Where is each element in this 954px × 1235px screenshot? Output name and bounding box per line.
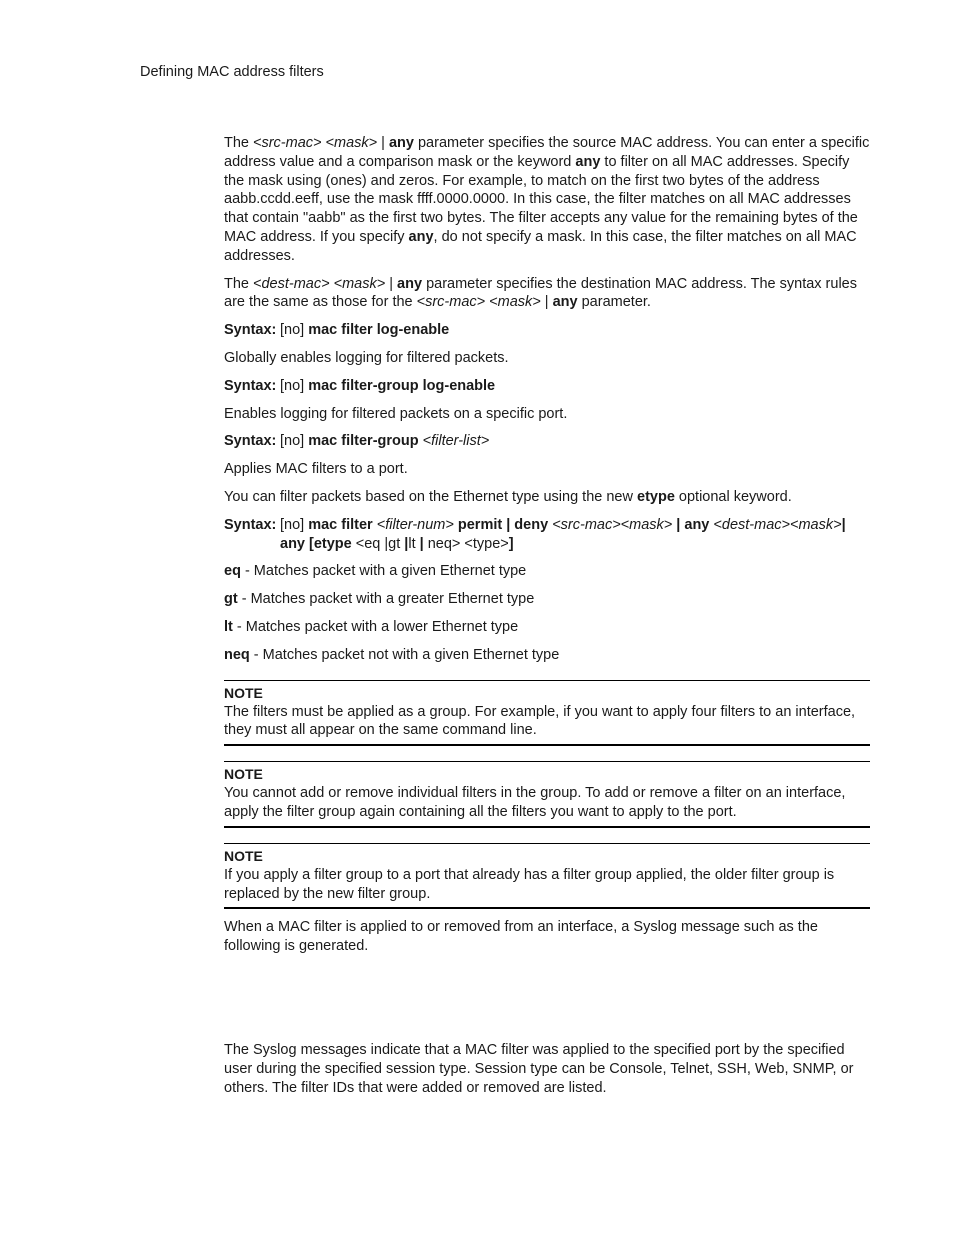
note-title: NOTE [224, 847, 263, 864]
src-mac-arg: <src-mac> [416, 294, 486, 311]
permit-deny-keyword: permit | deny [457, 516, 549, 533]
filter-num-arg: <filter-num> [376, 516, 454, 533]
syntax-body [280, 432, 870, 451]
syntax-log-enable [224, 321, 870, 340]
text: lt [408, 535, 420, 552]
any-keyword: any [575, 153, 601, 170]
note-box [224, 843, 870, 910]
blank-space [224, 965, 870, 1041]
mask-arg: <mask> [489, 294, 541, 311]
src-mac-arg: <src-mac> [253, 135, 322, 151]
note-title: NOTE [224, 766, 263, 783]
syslog-explanation: The Syslog messages indicate that a MAC filter was applied to the specified port by the specified user during the specified session type. Session type can be Console, Telnet, SSH, Web, SNMP, or others. The filter IDs that were added or removed are listed. [224, 1041, 854, 1096]
dest-mac-paragraph [224, 275, 870, 313]
text: You can filter packets based on the Ethernet type using the new [224, 488, 637, 505]
text: [no] [280, 433, 309, 450]
any-keyword: any [408, 228, 434, 245]
etype-keyword: etype [637, 488, 675, 505]
note-text: You cannot add or remove individual filters in the group. To add or remove a filter on an interface, apply the filter group again containing all the filters you want to apply to the port. [224, 785, 846, 820]
command: mac filter-group log-enable [308, 377, 496, 394]
pipe-symbol: | [841, 516, 846, 533]
syntax-label: Syntax: [224, 516, 277, 533]
command: mac filter-group [308, 433, 419, 450]
text: | [540, 294, 553, 311]
src-mac-arg: <src-mac><mask> [552, 516, 673, 533]
running-header: Defining MAC address filters [140, 64, 324, 80]
syntax-body [280, 516, 870, 554]
note-text: If you apply a filter group to a port that already has a filter group applied, the older filter group is replaced by the new filter group. [224, 866, 835, 902]
mask-arg: <mask> [325, 135, 378, 151]
etype-lt [224, 618, 870, 637]
text: parameter specifies the destination MAC address. The syntax rules are the same as those for the [224, 275, 857, 311]
etype-intro [224, 488, 870, 507]
page-content [224, 134, 870, 1106]
syntax-mac-filter-etype [224, 516, 870, 554]
text: [no] [280, 377, 309, 394]
any-keyword: | any [676, 516, 710, 533]
any-keyword: any [397, 275, 423, 292]
etype-op: neq [224, 646, 250, 663]
text: parameter specifies the source MAC address. You can enter a specific address value and a comparison mask or the keyword [224, 135, 870, 170]
text: The [224, 275, 254, 292]
syntax-group-log-enable [224, 377, 870, 396]
syslog-intro: When a MAC filter is applied to or removed from an interface, a Syslog message such as the following is generated. [224, 919, 818, 955]
text: <eq |gt [351, 535, 405, 552]
text: to filter on all MAC addresses. Specify the mask using (ones) and zeros. For example, to match on the first two bytes of the address aabb.ccdd.eeff, use the mask ffff.0000.0000. In this case, the filter matches on all MAC addresses that contain "aabb" as the first two bytes. The filter accepts any value for the remaining bytes of the MAC address. If you specify [224, 153, 858, 245]
command: mac filter log-enable [308, 322, 450, 339]
etype-op: lt [224, 618, 233, 635]
text: parameter. [577, 294, 651, 311]
note-title: NOTE [224, 684, 263, 701]
note-text: The filters must be applied as a group. For example, if you want to apply four filters to an interface, they must all appear on the same command line. [224, 703, 856, 739]
description: Applies MAC filters to a port. [224, 461, 408, 478]
filter-list-arg: <filter-list> [422, 433, 490, 450]
text: - Matches packet with a lower Ethernet type [232, 618, 519, 635]
note-box [224, 680, 870, 747]
etype-op: eq [224, 563, 241, 580]
any-keyword: any [552, 294, 578, 311]
mask-arg: <mask> [333, 275, 386, 292]
etype-gt [224, 590, 870, 609]
text: | [385, 275, 398, 292]
any-keyword: any [388, 135, 414, 151]
description: Enables logging for filtered packets on a specific port. [224, 405, 568, 422]
text: [no] [280, 322, 309, 339]
dest-mac-arg: <dest-mac> [253, 275, 330, 292]
syntax-body [280, 377, 870, 396]
text: The [224, 135, 254, 151]
etype-eq [224, 562, 870, 581]
description: Globally enables logging for filtered packets. [224, 349, 509, 366]
syntax-body [280, 321, 870, 340]
close-bracket: ] [508, 535, 514, 552]
note-box [224, 761, 870, 828]
src-mac-paragraph [224, 134, 870, 266]
syntax-filter-group [224, 432, 870, 451]
etype-neq [224, 646, 870, 665]
text: neq> <type> [423, 535, 509, 552]
etype-op: gt [224, 591, 238, 608]
text: - Matches packet with a greater Ethernet type [237, 591, 535, 608]
text: optional keyword. [674, 488, 792, 505]
pipe-symbol: | [419, 535, 424, 552]
text: , do not specify a mask. In this case, the filter matches on all MAC addresses. [224, 228, 857, 264]
syntax-label: Syntax: [224, 433, 277, 450]
syntax-label: Syntax: [224, 377, 277, 394]
any-etype-keyword: any [etype [280, 535, 352, 552]
pipe-symbol: | [404, 535, 409, 552]
text: - Matches packet with a given Ethernet type [240, 563, 527, 580]
command: mac filter [308, 516, 373, 533]
dest-mac-arg: <dest-mac><mask> [713, 516, 842, 533]
syntax-label: Syntax: [224, 322, 277, 339]
text: - Matches packet not with a given Ethernet type [249, 646, 560, 663]
text: | [377, 135, 389, 151]
text: [no] [280, 516, 309, 533]
